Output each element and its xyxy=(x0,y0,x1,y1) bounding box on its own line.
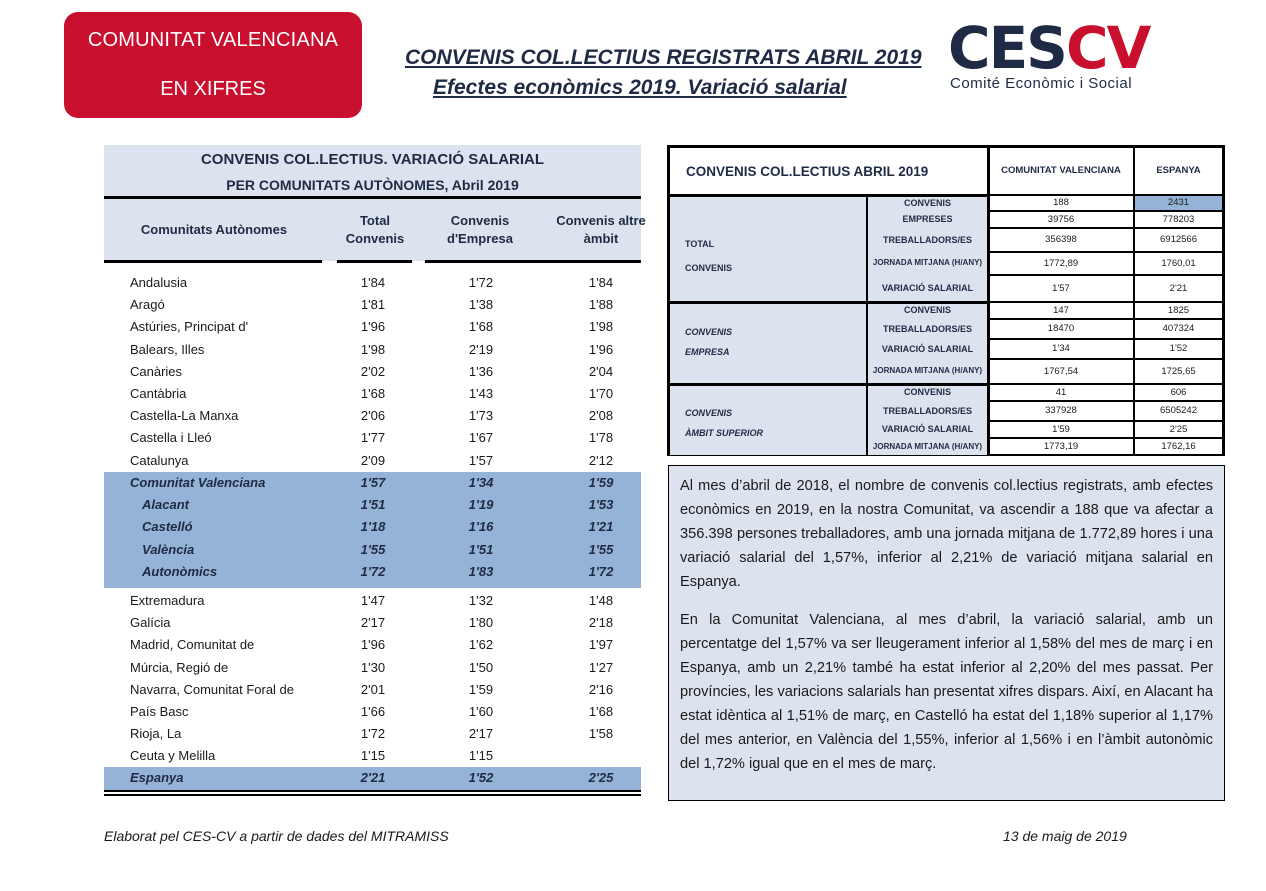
empresa-value: 1'38 xyxy=(468,297,494,313)
region-badge xyxy=(64,12,362,118)
es-value: 1'52 xyxy=(1169,343,1188,354)
es-value: 1825 xyxy=(1167,304,1190,316)
right-table-title: CONVENIS COL.LECTIUS ABRIL 2019 xyxy=(686,164,929,179)
metric-label: JORNADA MITJANA (H/ANY) xyxy=(872,366,983,375)
table-row xyxy=(104,679,641,701)
total-value: 1'72 xyxy=(360,726,386,742)
page-subtitle: Efectes econòmics 2019. Variació salarial xyxy=(433,76,847,99)
empresa-value: 1'62 xyxy=(468,637,494,653)
altre-value: 2'12 xyxy=(588,452,614,468)
altre-value: 2'04 xyxy=(588,363,614,379)
empresa-value: 1'80 xyxy=(468,615,494,631)
region-name: Castella i Lleó xyxy=(130,430,212,446)
empresa-value: 1'57 xyxy=(468,452,494,468)
altre-value: 1'55 xyxy=(588,541,614,557)
table-row xyxy=(104,316,641,338)
empresa-value: 1'59 xyxy=(468,681,494,697)
metric-label: CONVENIS xyxy=(903,197,951,208)
cv-value: 337928 xyxy=(1045,405,1077,416)
table-row xyxy=(104,657,641,679)
total-value: 1'15 xyxy=(360,748,386,764)
column-headers xyxy=(104,199,646,261)
date-note: 13 de maig de 2019 xyxy=(1003,828,1127,844)
metric-label: EMPRESES xyxy=(902,214,953,224)
total-value: 1'47 xyxy=(360,593,386,608)
cv-value: 18470 xyxy=(1047,323,1075,334)
table-row xyxy=(104,383,641,405)
col-header-empresa-l1: Convenis xyxy=(450,213,510,228)
altre-value: 1'70 xyxy=(588,386,614,401)
region-name: Andalusia xyxy=(130,275,188,290)
table-row xyxy=(104,472,641,494)
altre-value: 1'21 xyxy=(588,519,614,535)
divider xyxy=(425,260,641,263)
table-row xyxy=(104,405,641,427)
table-row xyxy=(104,723,641,745)
col-header-es: ESPANYA xyxy=(1156,165,1201,176)
region-name: Canàries xyxy=(130,363,183,379)
metric-label: TREBALLADORS/ES xyxy=(882,323,972,334)
region-name: Espanya xyxy=(130,770,184,785)
col-header-cv: COMUNITAT VALENCIANA xyxy=(1001,165,1121,176)
col-header-total-l1: Total xyxy=(359,213,391,228)
region-name: Rioja, La xyxy=(130,726,182,742)
table-header xyxy=(104,145,641,197)
empresa-value: 1'51 xyxy=(468,541,494,557)
altre-value: 1'97 xyxy=(588,637,614,653)
table-row xyxy=(104,272,641,294)
total-value: 1'96 xyxy=(360,637,386,653)
table-row xyxy=(104,561,641,583)
altre-value: 2'18 xyxy=(588,615,614,631)
logo-cv: CV xyxy=(1065,14,1150,82)
altre-value: 1'27 xyxy=(588,659,614,675)
total-value: 1'18 xyxy=(360,519,386,535)
altre-value: 1'98 xyxy=(588,319,614,335)
empresa-value: 1'32 xyxy=(468,593,494,608)
region-name: Múrcia, Regió de xyxy=(130,659,229,675)
empresa-value: 1'67 xyxy=(468,430,494,446)
total-value: 2'17 xyxy=(360,615,386,631)
region-name: Comunitat Valenciana xyxy=(130,475,266,490)
total-value: 1'98 xyxy=(360,341,386,357)
total-value: 1'72 xyxy=(360,563,386,579)
group-label: CONVENIS xyxy=(685,408,733,418)
metric-label: TREBALLADORS/ES xyxy=(882,234,972,245)
es-value: 407324 xyxy=(1162,323,1195,334)
group-label: EMPRESA xyxy=(685,347,730,357)
group-label: ÀMBIT SUPERIOR xyxy=(685,428,764,438)
col-header-total xyxy=(336,212,414,248)
regions-salary-table xyxy=(104,145,646,785)
metric-label: VARIACIÓ SALARIAL xyxy=(881,343,974,354)
group-label: CONVENIS xyxy=(685,327,733,337)
region-name: València xyxy=(142,541,195,557)
metric-label: VARIACIÓ SALARIAL xyxy=(881,283,974,293)
empresa-value: 1'50 xyxy=(468,659,494,675)
cv-value: 1'59 xyxy=(1052,423,1070,435)
total-value: 1'55 xyxy=(360,541,386,557)
metric-label: JORNADA MITJANA (H/ANY) xyxy=(872,441,983,451)
total-value: 2'06 xyxy=(360,408,386,424)
region-name: Alacant xyxy=(142,497,189,513)
empresa-value: 1'34 xyxy=(468,475,494,490)
altre-value: 1'78 xyxy=(588,430,614,446)
table-row xyxy=(104,494,641,516)
es-value: 6912566 xyxy=(1160,234,1197,245)
metric-label: CONVENIS xyxy=(903,305,951,315)
total-value: 1'57 xyxy=(360,475,386,490)
commentary-paragraph-1: Al mes d’abril de 2018, el nombre de convenis col.lectius registrats, amb efectes econòmics en 2019, en la nostra Comunitat, va ascendir a 188 que va afectar a 356.398 persones treballadores, amb una jornada mitjana de 1.772,89 hores i una variació salarial del 1,57%, inferior al 2,21% de variació mitjana salarial en Espanya. xyxy=(680,478,1213,590)
es-value: 2'25 xyxy=(1169,423,1188,435)
altre-value: 1'88 xyxy=(588,297,614,313)
altre-value: 1'72 xyxy=(588,563,614,579)
page-title: CONVENIS COL.LECTIUS REGISTRATS ABRIL 2019 xyxy=(405,46,922,69)
es-value: 2431 xyxy=(1167,197,1190,208)
cv-value: 1'34 xyxy=(1052,343,1070,354)
empresa-value: 1'73 xyxy=(468,408,494,424)
region-name: Madrid, Comunitat de xyxy=(130,637,255,653)
total-value: 1'51 xyxy=(360,497,386,513)
table-row xyxy=(104,427,641,449)
region-name: Balears, Illes xyxy=(130,341,205,357)
empresa-value: 1'68 xyxy=(468,319,494,335)
es-value: 606 xyxy=(1170,386,1187,398)
table-title: CONVENIS COL.LECTIUS. VARIACIÓ SALARIAL xyxy=(200,151,545,168)
region-name: Navarra, Comunitat Foral de xyxy=(130,681,295,697)
total-value: 1'68 xyxy=(360,386,386,401)
region-name: Extremadura xyxy=(130,593,205,608)
group-label-cell xyxy=(669,384,867,456)
col-header-altre-l2: àmbit xyxy=(583,231,619,246)
total-value: 1'77 xyxy=(360,430,386,446)
altre-value: 1'58 xyxy=(588,726,614,742)
table-row xyxy=(104,450,641,472)
total-value: 1'30 xyxy=(360,659,386,675)
cv-value: 356398 xyxy=(1045,234,1077,245)
es-value: 1760,01 xyxy=(1161,257,1196,269)
region-name: Galícia xyxy=(130,615,171,631)
col-header-empresa-l2: d'Empresa xyxy=(447,231,513,246)
table-row xyxy=(104,634,641,656)
empresa-value: 2'19 xyxy=(468,341,494,357)
altre-value: 2'16 xyxy=(588,681,614,697)
region-name: Castelló xyxy=(142,519,193,535)
region-name: Autonòmics xyxy=(142,563,218,579)
empresa-value: 1'43 xyxy=(468,386,494,401)
table-row xyxy=(104,612,641,634)
col-header-total-l2: Convenis xyxy=(345,231,405,246)
metric-label: JORNADA MITJANA (H/ANY) xyxy=(872,258,983,267)
cv-value: 1772,89 xyxy=(1043,257,1079,269)
metric-label: CONVENIS xyxy=(903,387,951,397)
group-label-cell xyxy=(669,302,867,384)
cv-value: 1773,19 xyxy=(1043,441,1079,452)
cv-value: 39756 xyxy=(1047,213,1075,225)
divider xyxy=(337,260,412,263)
col-header-altre xyxy=(549,212,653,248)
altre-value: 2'08 xyxy=(588,408,614,424)
total-value: 1'96 xyxy=(360,319,386,335)
commentary-box xyxy=(668,465,1225,801)
empresa-value: 1'52 xyxy=(468,770,494,785)
altre-value: 1'59 xyxy=(588,475,614,490)
region-name: Cantàbria xyxy=(130,386,187,401)
empresa-value: 1'72 xyxy=(468,275,494,290)
region-name: Castella-La Manxa xyxy=(130,408,239,424)
divider xyxy=(104,260,322,263)
cv-value: 41 xyxy=(1055,386,1067,398)
table-row xyxy=(104,539,641,561)
es-value: 1725,65 xyxy=(1161,365,1196,377)
altre-value: 1'68 xyxy=(588,704,614,719)
metric-label: TREBALLADORS/ES xyxy=(882,405,972,416)
altre-value: 1'96 xyxy=(588,341,614,357)
divider xyxy=(104,790,641,792)
table-row xyxy=(104,361,641,383)
total-value: 1'81 xyxy=(360,297,386,313)
es-value: 1762,16 xyxy=(1161,441,1196,452)
empresa-value: 1'15 xyxy=(468,748,494,764)
es-value: 778203 xyxy=(1162,213,1195,225)
table-row xyxy=(104,745,641,767)
region-name: Catalunya xyxy=(130,452,189,468)
total-value: 1'84 xyxy=(360,275,386,290)
cv-value: 1'57 xyxy=(1052,282,1070,294)
group-label: CONVENIS xyxy=(685,263,733,273)
logo-ces: CES xyxy=(948,14,1066,82)
es-value: 2'21 xyxy=(1169,282,1188,294)
divider xyxy=(104,794,641,796)
region-name: Ceuta y Melilla xyxy=(130,748,216,764)
badge-line-1: COMUNITAT VALENCIANA xyxy=(87,29,339,51)
col-header-empresa xyxy=(429,212,531,248)
col-header-name: Comunitats Autònomes xyxy=(140,222,288,237)
table-row xyxy=(104,701,641,723)
altre-value: 1'84 xyxy=(588,275,614,290)
table-subtitle: PER COMUNITATS AUTÒNOMES, Abril 2019 xyxy=(226,177,519,193)
altre-value: 1'53 xyxy=(588,497,614,513)
april-agreements-table xyxy=(667,145,1225,456)
empresa-value: 1'19 xyxy=(468,497,494,513)
table-row xyxy=(104,339,641,361)
region-name: Aragó xyxy=(130,297,165,313)
cescv-logo xyxy=(948,14,1188,95)
table-row xyxy=(104,294,641,316)
empresa-value: 1'16 xyxy=(468,519,494,535)
commentary-paragraph-2: En la Comunitat Valenciana, al mes d’abril, la variació salarial, amb un percentatge del 1,57% va ser lleugerament inferior al 1,58% del mes de març i en Espanya, amb un 2,21% també ha estat inferior al 2,20% del mes passat. Per províncies, les variacions salarials han presentat xifres dispars. Així, en Alacant ha estat idèntica al 1,51% de març, en Castelló ha estat del 1,18% superior al 1,17% del mes anterior, en València del 1,55%, inferior al 1,56% i en l’àmbit autonòmic del 1,72% igual que en el mes de març. xyxy=(680,612,1213,772)
group-label: TOTAL xyxy=(685,239,715,249)
table-row xyxy=(104,516,641,538)
table-row xyxy=(104,767,641,789)
cv-value: 147 xyxy=(1053,304,1069,316)
region-name: Astúries, Principat d' xyxy=(130,319,249,335)
total-value: 2'21 xyxy=(360,770,386,785)
total-value: 2'02 xyxy=(360,363,386,379)
logo-subtitle: Comité Econòmic i Social xyxy=(950,75,1133,92)
cv-value: 1767,54 xyxy=(1043,365,1079,377)
altre-value: 1'48 xyxy=(588,593,614,608)
empresa-value: 1'83 xyxy=(468,563,494,579)
total-value: 2'01 xyxy=(360,681,386,697)
col-header-altre-l1: Convenis altre xyxy=(556,213,646,228)
total-value: 1'66 xyxy=(360,704,386,719)
cv-value: 188 xyxy=(1053,197,1069,208)
badge-line-2: EN XIFRES xyxy=(160,78,266,100)
total-value: 2'09 xyxy=(360,452,386,468)
region-name: País Basc xyxy=(130,704,189,719)
empresa-value: 1'60 xyxy=(468,704,494,719)
empresa-value: 1'36 xyxy=(468,363,494,379)
es-value: 6505242 xyxy=(1160,405,1197,416)
altre-value: 2'25 xyxy=(588,770,614,785)
metric-label: VARIACIÓ SALARIAL xyxy=(881,424,974,434)
empresa-value: 2'17 xyxy=(468,726,494,742)
table-row xyxy=(104,590,641,612)
source-note: Elaborat pel CES-CV a partir de dades del MITRAMISS xyxy=(104,828,449,844)
